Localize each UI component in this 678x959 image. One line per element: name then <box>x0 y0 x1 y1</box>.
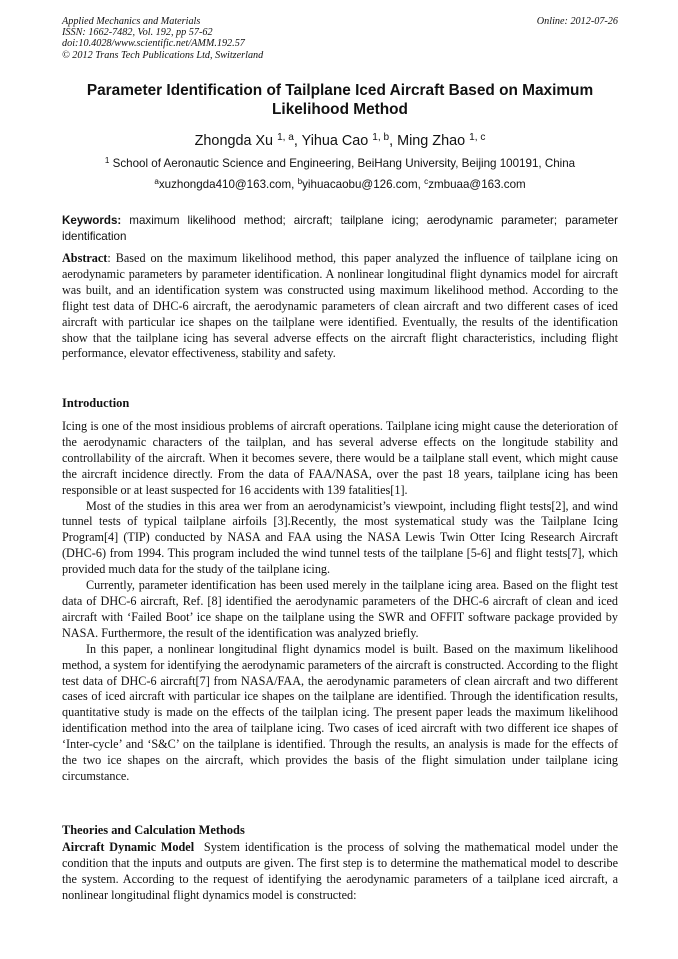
keywords-label: Keywords: <box>62 214 122 227</box>
introduction-body <box>62 419 618 785</box>
paragraph: In this paper, a nonlinear longitudinal flight dynamics model is built. Based on the maximum likelihood method, a system for identifying the aerodynamic parameters of the aircraft is constructed. According to the flight test data of DHC-6 aircraft[7] from NASA/FAA, the aerodynamic parameters of clean aircraft and two different cases of iced aircraft with particular ice shapes on the tailplane are identified. Through the identification results, quantitative study is made on the effects of the tailplan icing. The present paper leads the maximum likelihood identification method into the area of tailplane icing. Two cases of iced aircraft with two different ice shapes of ‘Inter-cycle’ and ‘S&C’ on the tailplane is identified. Through the results, an analysis is made for the effects of the two ice shapes on the aircraft, which provides the basis of the flight simulation under tailplane icing circumstance. <box>62 641 618 783</box>
author-superscript: 1, b <box>372 132 390 143</box>
journal-issn: ISSN: 1662-7482, Vol. 192, pp 57-62 <box>62 27 213 39</box>
journal-header <box>62 16 618 61</box>
paper-title: Parameter Identification of Tailplane Iced Aircraft Based on Maximum Likelihood Method <box>86 82 594 118</box>
email-superscript: b <box>297 177 303 186</box>
email-address: xuzhongda410@163.com <box>158 178 292 191</box>
online-date: Online: 2012-07-26 <box>536 16 618 27</box>
author-list: Zhongda Xu $^{1, a}$, Yihua Cao $^{1, b}$, Ming Zhao $^{1, c}$ <box>194 132 486 149</box>
author-name: Ming Zhao <box>397 133 466 149</box>
paragraph: Icing is one of the most insidious problems of aircraft operations. Tailplane icing might cause the deterioration of the aerodynamic characters of the tailplan, and has several adverse effects on the longitude stability and controllability of the aircraft. When it becomes severe, there would be a tailplane stall event, which might cause the aircraft incidence directly. From the data of FAA/NASA, over the past 18 years, tailplane icing has been responsible or at least suspected for 16 accidents with 139 fatalities[1]. <box>62 419 618 497</box>
dynamic-model-text: System identification is the process of solving the mathematical model under the condition that the inputs and outputs are given. The first step is to determine the mathematical model to describe the system. According to the request of identifying the aerodynamic parameters of a tailplane iced aircraft, a nonlinear longitudinal flight dynamics model is constructed: <box>62 840 618 902</box>
author-name: Zhongda Xu <box>194 133 274 149</box>
keywords <box>62 213 618 244</box>
author-superscript: 1, a <box>277 132 294 143</box>
subsection-label: Aircraft Dynamic Model <box>62 840 195 854</box>
affiliation-text: School of Aeronautic Science and Engineering, BeiHang University, Beijing 100191, China <box>112 157 576 170</box>
abstract-label: Abstract <box>62 251 108 265</box>
section-heading-theories: Theories and Calculation Methods <box>62 823 245 837</box>
abstract <box>62 251 618 362</box>
email-superscript: c <box>424 177 429 186</box>
keywords-text: maximum likelihood method; aircraft; tailplane icing; aerodynamic parameter; parameter identification <box>62 214 618 243</box>
affiliation <box>62 157 618 171</box>
dynamic-model-paragraph <box>62 840 618 904</box>
journal-copyright: © 2012 Trans Tech Publications Ltd, Switzerland <box>62 49 264 61</box>
section-heading-introduction: Introduction <box>62 396 130 410</box>
email-superscript: a <box>154 177 159 186</box>
paragraph: Currently, parameter identification has been used merely in the tailplane icing area. Based on the flight test data of DHC-6 aircraft, Ref. [8] identified the aerodynamic parameters of the DHC-6 aircraft of clean and iced aircraft with ‘Failed Boot’ ice shape on the tailplane using the SWR and OFFIT software package provided by NASA. Furthermore, the result of the identification was analyzed briefly. <box>62 578 618 640</box>
journal-name: Applied Mechanics and Materials <box>62 16 201 27</box>
author-name: Yihua Cao <box>301 133 369 149</box>
email-list: $^a$xuzhongda410@163.com, $^b$yihuacaobu@126.com, $^c$zmbuaa@163.com <box>154 177 526 191</box>
affiliation-superscript: 1 <box>104 156 110 165</box>
email-address: yihuacaobu@126.com <box>302 178 418 191</box>
paragraph: Most of the studies in this area wer from an aerodynamicist’s viewpoint, including flight tests[2], and wind tunnel tests of typical tailplane airfoils [3].Recently, the most systematical study was the Tailplane Icing Program[4] (TIP) conducted by NASA and FAA using the NASA Lewis Twin Otter Icing Research Aircraft (DHC-6) from 1994. This program included the wind tunnel tests of the tailplane [5-6] and flight tests[7], which provided much data for the study of the tailplane icing. <box>62 498 618 577</box>
author-superscript: 1, c <box>469 132 486 143</box>
email-address: zmbuaa@163.com <box>428 178 526 191</box>
abstract-text: : Based on the maximum likelihood method, this paper analyzed the influence of tailplane icing on aerodynamic parameters by parameter identification. A nonlinear longitudinal flight dynamics model for aircraft was built, and an identification system was constructed using maximum likelihood method. According to the flight test data of DHC-6 aircraft, the aerodynamic parameters of clean aircraft and two different cases of iced aircraft with particular ice shapes on the tailplane were identified. Eventually, the results of the identification show that the tailplane icing has several adverse effects on the aircraft flight characteristics, including flight performance, elevator effectiveness, stability and safety. <box>62 251 618 361</box>
journal-doi: doi:10.4028/www.scientific.net/AMM.192.57 <box>62 38 245 50</box>
